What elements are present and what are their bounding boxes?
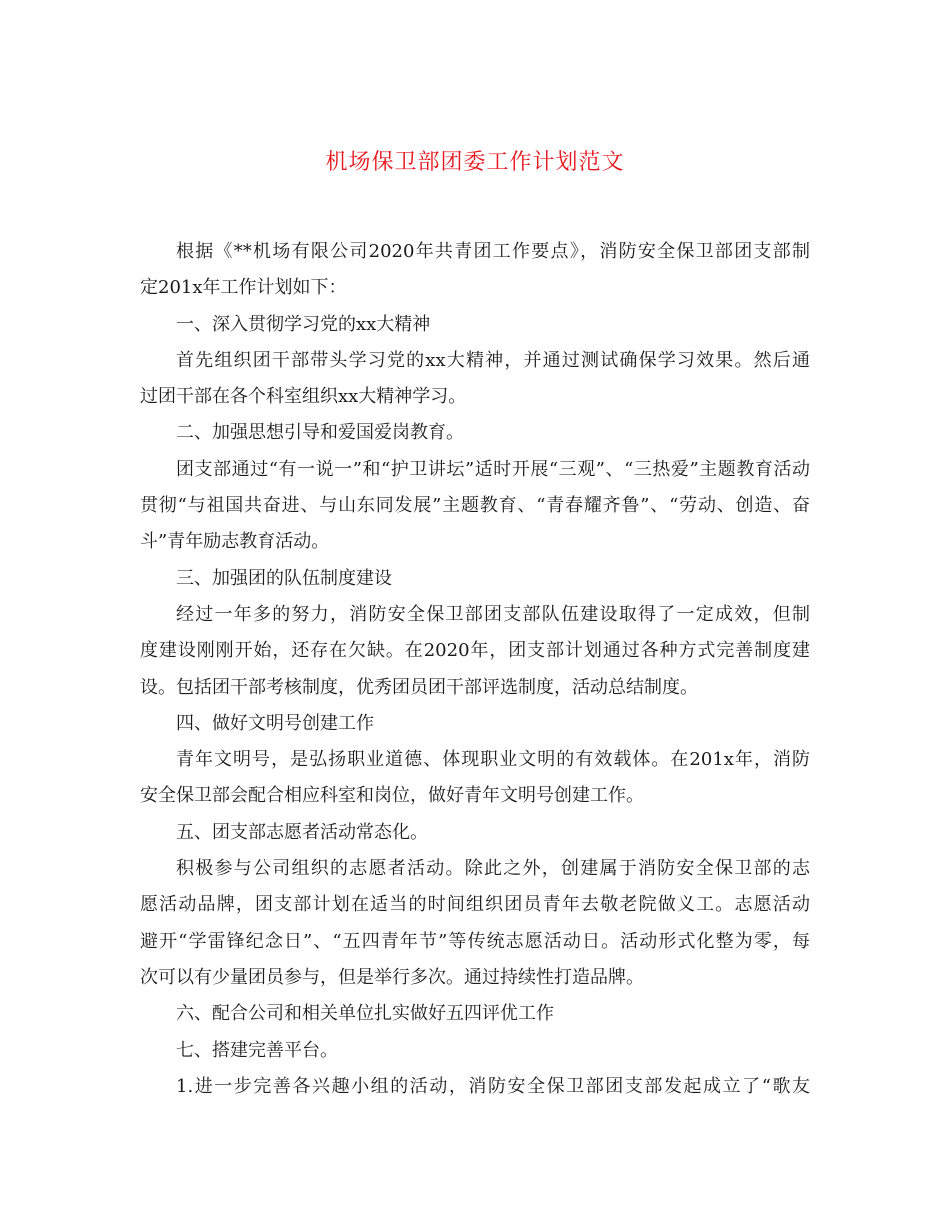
section-heading: 三、加强团的队伍制度建设 [176,567,392,589]
paragraph-line: 1.进一步完善各兴趣小组的活动，消防安全保卫部团支部发起成立了“歌友 [176,1075,810,1097]
paragraph-line: 团支部通过“有一说一”和“护卫讲坛”适时开展“三观”、“三热爱”主题教育活动 [176,458,810,480]
paragraph-line: 积极参与公司组织的志愿者活动。除此之外，创建属于消防安全保卫部的志 [176,858,810,880]
paragraph-line: 青年文明号，是弘扬职业道德、体现职业文明的有效载体。在201x年，消防 [176,749,810,771]
document-body [140,234,810,1105]
section-heading: 六、配合公司和相关单位扎实做好五四评优工作 [176,1003,554,1025]
paragraph-line: 过团干部在各个科室组织xx大精神学习。 [140,386,467,408]
section-heading: 一、深入贯彻学习党的xx大精神 [176,313,431,335]
section-heading: 七、搭建完善平台。 [176,1039,338,1061]
paragraph-line: 设。包括团干部考核制度，优秀团员团干部评选制度，活动总结制度。 [140,676,698,698]
document-title: 机场保卫部团委工作计划范文 [325,150,625,175]
paragraph-line: 经过一年多的努力，消防安全保卫部团支部队伍建设取得了一定成效，但制 [176,603,810,625]
paragraph-line: 斗”青年励志教育活动。 [140,531,330,553]
paragraph-line: 首先组织团干部带头学习党的xx大精神，并通过测试确保学习效果。然后通 [176,349,810,371]
paragraph-line: 根据《**机场有限公司2020年共青团工作要点》，消防安全保卫部团支部制 [176,241,810,262]
section-heading: 五、团支部志愿者活动常态化。 [176,821,428,843]
paragraph-line: 避开“学雷锋纪念日”、“五四青年节”等传统志愿活动日。活动形式化整为零，每 [140,930,810,952]
paragraph-line: 次可以有少量团员参与，但是举行多次。通过持续性打造品牌。 [140,966,644,988]
section-heading: 二、加强思想引导和爱国爱岗教育。 [176,422,464,444]
paragraph-line: 贯彻“与祖国共奋进、与山东同发展”主题教育、“青春耀齐鲁”、“劳动、创造、奋 [140,495,810,517]
paragraph-line: 度建设刚刚开始，还存在欠缺。在2020年，团支部计划通过各种方式完善制度建 [140,640,810,662]
paragraph-line: 愿活动品牌，团支部计划在适当的时间组织团员青年去敬老院做义工。志愿活动 [140,894,810,916]
section-heading: 四、做好文明号创建工作 [176,712,374,734]
paragraph-line: 定201x年工作计划如下： [140,277,347,299]
paragraph-line: 安全保卫部会配合相应科室和岗位，做好青年文明号创建工作。 [140,785,644,807]
